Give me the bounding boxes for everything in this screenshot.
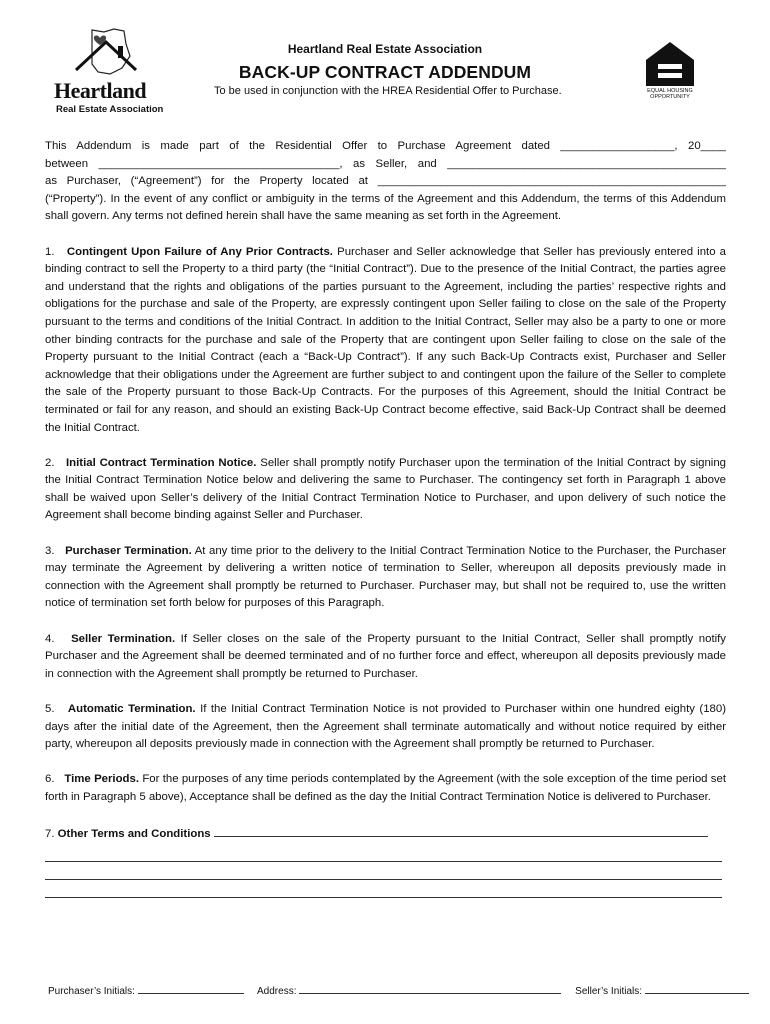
- section-2-text: Seller shall promptly notify Purchaser upon the termination of the Initial Contract by signing the Initial Contract Termination Notice below and delivering the same to Purchaser. The contingency set forth in Paragraph 1 above shall be waived upon Seller’s delivery of the Initial Contract Termination Notice to Purchaser, and upon delivery of such notice the Agreement shall become binding against Seller and Purchaser.: [45, 456, 727, 522]
- purchaser-initials-field[interactable]: [138, 983, 244, 994]
- intro-line-1: This Addendum is made part of the Residential Offer to Purchase Agreement dated __________________, 20____: [45, 140, 726, 152]
- section-7: 7. Other Terms and Conditions: [45, 824, 726, 844]
- section-3-text: At any time prior to the delivery to the Initial Contract Termination Notice to the Purchaser, the Purchaser may terminate the Agreement by delivering a written notice of termination to Seller, whereupon all deposits previously made in connection with the Agreement shall promptly be returned to Purchaser. Purchaser may, but shall not be required to, use the written notice of termination set forth below for purposes of this Paragraph.: [45, 544, 726, 610]
- intro-line-4: (“Property”). In the event of any conflict or ambiguity in the terms of the Agreement and this Addendum, the terms of this Addendum shall govern. Any terms not defined herein shall have the same meaning as set forth in the Agreement.: [45, 192, 726, 223]
- addendum-body: [45, 138, 726, 898]
- section-3-heading: Purchaser Termination.: [65, 544, 192, 557]
- section-6: 6. Time Periods. For the purposes of any time periods contemplated by the Agreement (with the sole exception of the time period set forth in Paragraph 5 above), Acceptance shall be defined as the day the Initial Contract Termination Notice is delivered to Purchaser.: [45, 773, 726, 803]
- other-terms-field-3[interactable]: [45, 862, 722, 880]
- section-7-heading: Other Terms and Conditions: [57, 828, 211, 841]
- page-footer: [48, 983, 738, 997]
- seller-initials-label: Seller’s Initials:: [575, 986, 643, 997]
- intro-line-3: as Purchaser, (“Agreement”) for the Property located at _______________________________________________________: [45, 175, 726, 188]
- section-5-heading: Automatic Termination.: [67, 703, 196, 715]
- section-1-text: Purchaser and Seller acknowledge that Seller has previously entered into a binding contract to sell the Property to a third party (the “Initial Contract”). Due to the presence of the Initial Contract, the parties agree and understand that the rights and obligations of the parties pursuant to the Agreement, including the parties’ respective rights and obligations for the purchase and sale of the Property, are expressly contingent upon Seller failing to close on the sale of the Property pursuant to the terms and conditions of the Initial Contract. In addition to the Initial Contract, Seller may also be a party to one or more other binding contracts for the purchase and sale of the Property that are contingent upon Seller failing to close on the sale of the Property pursuant to the Initial Contract (each a “Back-Up Contract”). If any such Back-Up Contracts exist, Purchaser and Seller acknowledge that their obligations under the Agreement are further subject to and contingent upon the failure of the Seller to complete the sale of the Property pursuant to those Back-Up Contracts. For the purposes of this Agreement, should the Initial Contract be terminated or fail for any reason, and should an existing Back-Up Contract become effective, said Back-Up Contract shall be deemed the Initial Contract.: [45, 245, 727, 434]
- section-2-heading: Initial Contract Termination Notice.: [66, 456, 257, 469]
- intro-line-2: between ______________________________________, as Seller, and ____________________________________________: [45, 157, 726, 170]
- section-4-text: If Seller closes on the sale of the Property pursuant to the Initial Contract, Seller shall promptly notify Purchaser and the Agreement shall be deemed terminated and of no further force and effect, whereupon all deposits previously made in connection with the Agreement shall promptly be returned to Purchaser.: [45, 632, 726, 680]
- other-terms-field-1[interactable]: [214, 824, 708, 837]
- organization-name: Heartland Real Estate Association: [287, 42, 483, 56]
- other-terms-field-4[interactable]: [45, 880, 722, 898]
- section-5-text: If the Initial Contract Termination Notice is not provided to Purchaser within one hundred eighty (180) days after the initial date of the Agreement, then the Agreement shall terminate automatically and without notice required by either party, whereupon all deposits previously made in connection with the Agreement shall promptly be returned to Purchaser.: [45, 703, 726, 751]
- section-5: 5. Automatic Termination. If the Initial Contract Termination Notice is not provided to Purchaser within one hundred eighty (180) days after the initial date of the Agreement, then the Agreement shall terminate automatically and without notice required by either party, whereupon all deposits previously made in connection with the Agreement shall promptly be returned to Purchaser.: [45, 703, 726, 751]
- document-subtitle: To be used in conjunction with the HREA Residential Offer to Purchase.: [214, 85, 562, 97]
- seller-initials-field[interactable]: [645, 983, 749, 994]
- address-field[interactable]: [299, 983, 561, 994]
- section-1: 1. Contingent Upon Failure of Any Prior Contracts. Purchaser and Seller acknowledge that Seller has previously entered into a binding contract to sell the Property to a third party (the “Initial Contract”). Due to the presence of the Initial Contract, the parties agree and understand that the rights and obligations of the parties pursuant to the Agreement, including the parties’ respective rights and obligations for the purchase and sale of the Property, are expressly contingent upon Seller failing to close on the sale of the Property pursuant to the terms and conditions of the Initial Contract. In addition to the Initial Contract, Seller may also be a party to one or more other binding contracts for the purchase and sale of the Property that are contingent upon Seller failing to close on the sale of the Property pursuant to the Initial Contract (each a “Back-Up Contract”). If any such Back-Up Contracts exist, Purchaser and Seller acknowledge that their obligations under the Agreement are further subject to and contingent upon the failure of the Seller to complete the sale of the Property pursuant to those Back-Up Contracts. For the purposes of this Agreement, should the Initial Contract be terminated or fail for any reason, and should an existing Back-Up Contract become effective, said Back-Up Contract shall be deemed the Initial Contract.: [45, 245, 727, 434]
- equal-housing-icon: [642, 40, 698, 88]
- section-4-heading: Seller Termination.: [71, 632, 176, 645]
- section-2: 2. Initial Contract Termination Notice. Seller shall promptly notify Purchaser upon the termination of the Initial Contract by signing the Initial Contract Termination Notice below and delivering the same to Purchaser. The contingency set forth in Paragraph 1 above shall be waived upon Seller’s delivery of the Initial Contract Termination Notice to Purchaser, and upon delivery of such notice the Agreement shall become binding against Seller and Purchaser.: [45, 456, 727, 522]
- logo-subtitle: Real Estate Association: [56, 104, 164, 115]
- document-title: BACK-UP CONTRACT ADDENDUM: [238, 62, 532, 82]
- section-1-heading: Contingent Upon Failure of Any Prior Contracts.: [66, 245, 333, 258]
- address-label: Address:: [257, 986, 297, 997]
- section-6-heading: Time Periods.: [64, 773, 140, 786]
- section-3: 3. Purchaser Termination. At any time prior to the delivery to the Initial Contract Termination Notice to the Purchaser, the Purchaser may terminate the Agreement by delivering a written notice of termination to Seller, whereupon all deposits previously made in connection with the Agreement shall promptly be returned to Purchaser. Purchaser may, but shall not be required to, use the written notice of termination set forth below for purposes of this Paragraph.: [45, 544, 726, 610]
- equal-housing-label: EQUAL HOUSING OPPORTUNITY: [647, 88, 693, 100]
- logo-wordmark: Heartland: [54, 78, 147, 103]
- section-4: 4. Seller Termination. If Seller closes on the sale of the Property pursuant to the Initial Contract, Seller shall promptly notify Purchaser and the Agreement shall be deemed terminated and of no further force and effect, whereupon all deposits previously made in connection with the Agreement shall promptly be returned to Purchaser.: [45, 632, 726, 680]
- other-terms-field-2[interactable]: [45, 844, 722, 862]
- purchaser-initials-label: Purchaser’s Initials:: [48, 986, 135, 997]
- section-6-text: For the purposes of any time periods contemplated by the Agreement (with the sole exception of the time period set forth in Paragraph 5 above), Acceptance shall be defined as the day the Initial Contract Termination Notice is delivered to Purchaser.: [45, 773, 726, 803]
- equal-housing-logo: [642, 40, 698, 100]
